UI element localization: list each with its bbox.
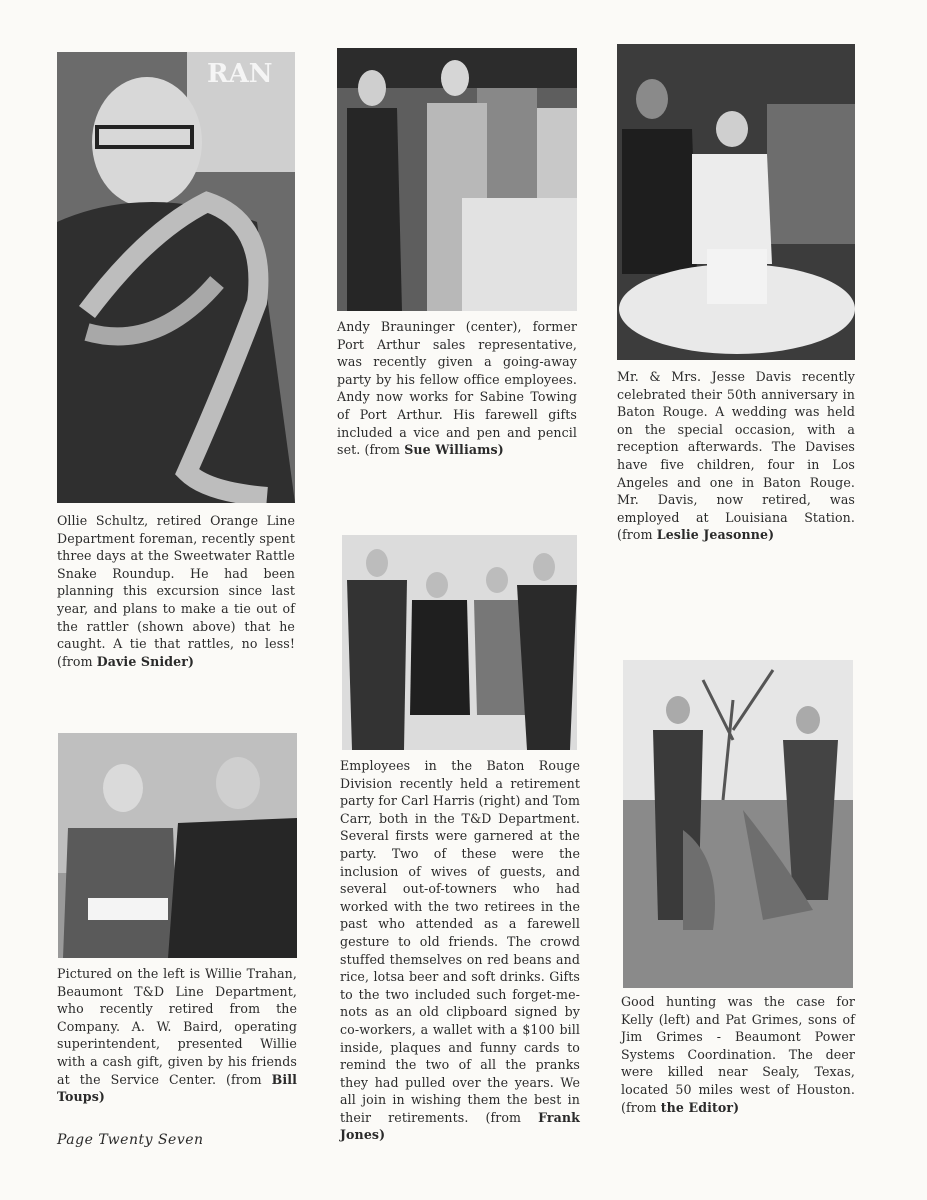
caption-grimes-hunting [621, 993, 855, 1116]
photo-baton-rouge-retirement [342, 535, 577, 750]
caption-text: Good hunting was the case for Kelly (left) and Pat Grimes, sons of Jim Grimes - Beaumont Power Systems Coordination. The deer were killed near Sealy, Texas, located 50 miles west of Houston. (from [621, 994, 855, 1115]
caption-credit: Sue Williams) [404, 442, 504, 458]
caption-ollie-schultz [57, 512, 295, 670]
photo-davis-anniversary [617, 44, 855, 360]
caption-baton-rouge-retirement [340, 757, 580, 1144]
sign-text: RAN [207, 59, 273, 89]
caption-text: Ollie Schultz, retired Orange Line Department foreman, recently spent three days at the Sweetwater Rattle Snake Roundup. He had been planning this excursion since last year, and plans to make a tie out of the rattler (shown above) that he caught. A tie that rattles, no less! (from [57, 513, 295, 669]
caption-willie-trahan [57, 965, 297, 1106]
photo-grimes-deer-hunting [623, 660, 853, 988]
caption-credit: Davie Snider) [96, 653, 195, 669]
caption-text: Andy Brauninger (center), former Port Arthur sales representative, was recently given a going-away party by his fellow office employees. Andy now works for Sabine Towing of Port Arthur. His farewell gifts included a vice and pen and pencil set. (from [337, 319, 577, 458]
caption-text: Employees in the Baton Rouge Division recently held a retirement party for Carl Harris (right) and Tom Carr, both in the T&D Department. Several firsts were garnered at the party. Two of these were the inclusion of wives of guests, and several out-of-towners who had worked with the two retirees in the past who attended as a farewell gesture to old friends. The crowd stuffed themselves on red beans and rice, lotsa beer and soft drinks. Gifts to the two included such forget-me-nots as an old clipboard signed by co-workers, a wallet with a $100 bill inside, plaques and funny cards to remind the two of all the pranks they had pulled over the years. We all join in wishing them the best in their retirements. (from [340, 758, 580, 1125]
caption-credit: Bill Toups) [57, 1071, 298, 1105]
caption-text: Mr. & Mrs. Jesse Davis recently celebrated their 50th anniversary in Baton Rouge. A wedding was held on the special occasion, with a reception afterwards. The Davises have five children, four in Los Angeles and one in Baton Rouge. Mr. Davis, now retired, was employed at Louisiana Station. (from [617, 369, 855, 543]
caption-davis-anniversary [617, 368, 855, 544]
photo-andy-brauninger-party [337, 48, 577, 311]
caption-credit: the Editor) [660, 1099, 740, 1115]
caption-andy-brauninger [337, 318, 577, 459]
photo-ollie-schultz-rattlesnake [57, 52, 295, 503]
caption-credit: Frank Jones) [340, 1109, 580, 1143]
caption-text: Pictured on the left is Willie Trahan, Beaumont T&D Line Department, who recently retired from the Company. A. W. Baird, operating superintendent, presented Willie with a cash gift, given by his friends at the Service Center. (from [57, 966, 297, 1087]
photo-willie-trahan [58, 733, 297, 958]
caption-credit: Leslie Jeasonne) [656, 527, 775, 543]
page-number-label: Page Twenty Seven [57, 1132, 204, 1148]
